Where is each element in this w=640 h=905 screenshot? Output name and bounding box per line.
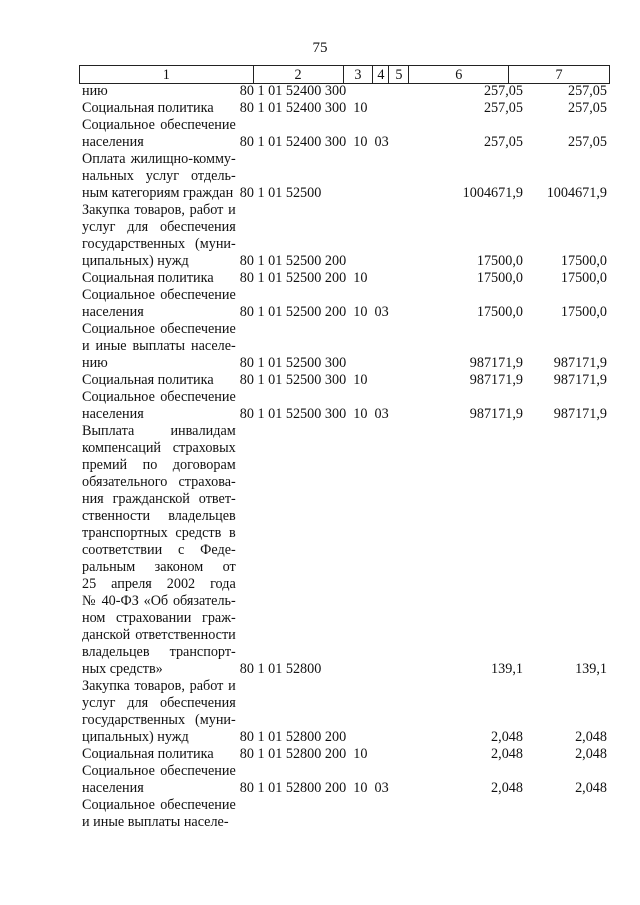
row-code: 80 1 01 52500 300 10	[239, 372, 368, 388]
row-name-line: населения	[82, 304, 144, 320]
row-name-line: ном страховании граж-	[82, 610, 236, 626]
table-row	[79, 287, 610, 321]
table-row	[79, 100, 610, 117]
row-name-line: населения	[82, 134, 144, 150]
row-name-line: Социальная политика	[82, 100, 214, 116]
row-name	[79, 797, 236, 831]
row-value-col6: 139,1	[491, 661, 523, 677]
row-name-line: Социальная политика	[82, 746, 214, 762]
table-body	[79, 83, 610, 831]
row-code: 80 1 01 52800 200 10 03	[239, 780, 389, 796]
table-row	[79, 83, 610, 100]
row-value-col7: 2,048	[575, 780, 607, 796]
row-name-line: данской ответственности	[82, 627, 236, 643]
row-name-line: Закупка товаров, работ и	[82, 678, 236, 694]
row-name-line: и иные выплаты населе-	[82, 814, 229, 830]
row-name	[79, 389, 236, 423]
row-name	[79, 678, 236, 746]
row-name-line: нию	[82, 355, 108, 371]
row-name	[79, 117, 236, 151]
row-code: 80 1 01 52500 300	[239, 355, 347, 371]
row-value-col6: 987171,9	[469, 372, 523, 388]
header-col-3: 3	[344, 66, 374, 83]
row-name-line: нальных услуг отдель-	[82, 168, 236, 184]
table-row	[79, 151, 610, 202]
row-name-line: Социальная политика	[82, 270, 214, 286]
header-col-5: 5	[389, 66, 409, 83]
table-row	[79, 763, 610, 797]
row-value-col7: 1004671,9	[546, 185, 607, 201]
row-name	[79, 83, 236, 100]
row-name-line: государственных (муни-	[82, 712, 236, 728]
row-name	[79, 100, 236, 117]
row-name-line: Социальное обеспечение	[82, 763, 236, 779]
row-name-line: ственности владельцев	[82, 508, 236, 524]
table-row	[79, 423, 610, 678]
row-name	[79, 423, 236, 678]
row-name-line: Социальное обеспечение	[82, 117, 236, 133]
row-value-col6: 17500,0	[476, 304, 523, 320]
table-row	[79, 270, 610, 287]
row-value-col7: 17500,0	[560, 304, 607, 320]
table-row	[79, 746, 610, 763]
row-name-line: услуг для обеспечения	[82, 695, 236, 711]
row-value-col7: 17500,0	[560, 253, 607, 269]
header-col-1: 1	[80, 66, 254, 83]
row-name-line: услуг для обеспечения	[82, 219, 236, 235]
row-name-line: Выплата инвалидам	[82, 423, 236, 439]
row-name-line: Социальное обеспечение	[82, 287, 236, 303]
row-code: 80 1 01 52800	[239, 661, 322, 677]
row-name-line: 25 апреля 2002 года	[82, 576, 236, 592]
row-value-col6: 17500,0	[476, 253, 523, 269]
row-value-col7: 2,048	[575, 729, 607, 745]
row-code: 80 1 01 52800 200	[239, 729, 347, 745]
table-row	[79, 321, 610, 372]
row-code: 80 1 01 52400 300 10	[239, 100, 368, 116]
row-name-line: обязательного страхова-	[82, 474, 236, 490]
row-name	[79, 151, 236, 202]
row-name-line: ципальных) нужд	[82, 253, 189, 269]
row-code: 80 1 01 52500	[239, 185, 322, 201]
row-name	[79, 372, 236, 389]
row-value-col6: 2,048	[491, 746, 523, 762]
row-name-line: населения	[82, 406, 144, 422]
row-name-line: ных средств»	[82, 661, 163, 677]
page-number: 75	[312, 40, 328, 56]
row-code: 80 1 01 52500 300 10 03	[239, 406, 389, 422]
row-name-line: владельцев транспорт-	[82, 644, 236, 660]
row-code: 80 1 01 52400 300 10 03	[239, 134, 389, 150]
row-value-col6: 257,05	[483, 134, 523, 150]
row-name	[79, 763, 236, 797]
row-code: 80 1 01 52400 300	[239, 83, 347, 99]
row-name	[79, 746, 236, 763]
row-value-col7: 257,05	[567, 83, 607, 99]
row-name-line: соответствии с Феде-	[82, 542, 236, 558]
row-value-col7: 987171,9	[553, 372, 607, 388]
row-name	[79, 287, 236, 321]
row-name	[79, 270, 236, 287]
table-row	[79, 797, 610, 831]
table-row	[79, 202, 610, 270]
row-name-line: Социальная политика	[82, 372, 214, 388]
row-value-col6: 17500,0	[476, 270, 523, 286]
row-name-line: ния гражданской ответ-	[82, 491, 236, 507]
row-name-line: государственных (муни-	[82, 236, 236, 252]
row-name-line: Социальное обеспечение	[82, 797, 236, 813]
row-name-line: Закупка товаров, работ и	[82, 202, 236, 218]
row-name	[79, 321, 236, 372]
row-name-line: транспортных средств в	[82, 525, 236, 541]
row-value-col7: 2,048	[575, 746, 607, 762]
budget-table	[79, 65, 610, 831]
row-value-col6: 2,048	[491, 729, 523, 745]
row-value-col6: 257,05	[483, 100, 523, 116]
row-name-line: премий по договорам	[82, 457, 236, 473]
row-value-col7: 987171,9	[553, 355, 607, 371]
row-value-col6: 2,048	[491, 780, 523, 796]
row-value-col7: 139,1	[575, 661, 607, 677]
row-code: 80 1 01 52500 200 10	[239, 270, 368, 286]
table-row	[79, 117, 610, 151]
header-col-7: 7	[509, 66, 610, 83]
table-row	[79, 389, 610, 423]
header-col-2: 2	[254, 66, 344, 83]
row-name-line: ральным законом от	[82, 559, 236, 575]
row-value-col6: 987171,9	[469, 355, 523, 371]
row-value-col6: 1004671,9	[462, 185, 523, 201]
row-code: 80 1 01 52500 200	[239, 253, 347, 269]
row-name-line: Оплата жилищно-комму-	[82, 151, 236, 167]
row-value-col6: 257,05	[483, 83, 523, 99]
row-name-line: и иные выплаты населе-	[82, 338, 236, 354]
row-code: 80 1 01 52500 200 10 03	[239, 304, 389, 320]
row-name-line: ным категориям граждан	[82, 185, 234, 201]
header-col-4: 4	[373, 66, 389, 83]
header-col-6: 6	[409, 66, 509, 83]
row-value-col6: 987171,9	[469, 406, 523, 422]
row-value-col7: 257,05	[567, 134, 607, 150]
table-header	[79, 65, 610, 84]
row-value-col7: 987171,9	[553, 406, 607, 422]
row-name-line: населения	[82, 780, 144, 796]
row-value-col7: 257,05	[567, 100, 607, 116]
table-row	[79, 372, 610, 389]
row-code: 80 1 01 52800 200 10	[239, 746, 368, 762]
row-name-line: № 40-ФЗ «Об обязатель-	[82, 593, 236, 609]
row-name-line: компенсаций страховых	[82, 440, 236, 456]
row-name-line: Социальное обеспечение	[82, 389, 236, 405]
row-name	[79, 202, 236, 270]
row-value-col7: 17500,0	[560, 270, 607, 286]
row-name-line: Социальное обеспечение	[82, 321, 236, 337]
row-name-line: нию	[82, 83, 108, 99]
table-row	[79, 678, 610, 746]
row-name-line: ципальных) нужд	[82, 729, 189, 745]
